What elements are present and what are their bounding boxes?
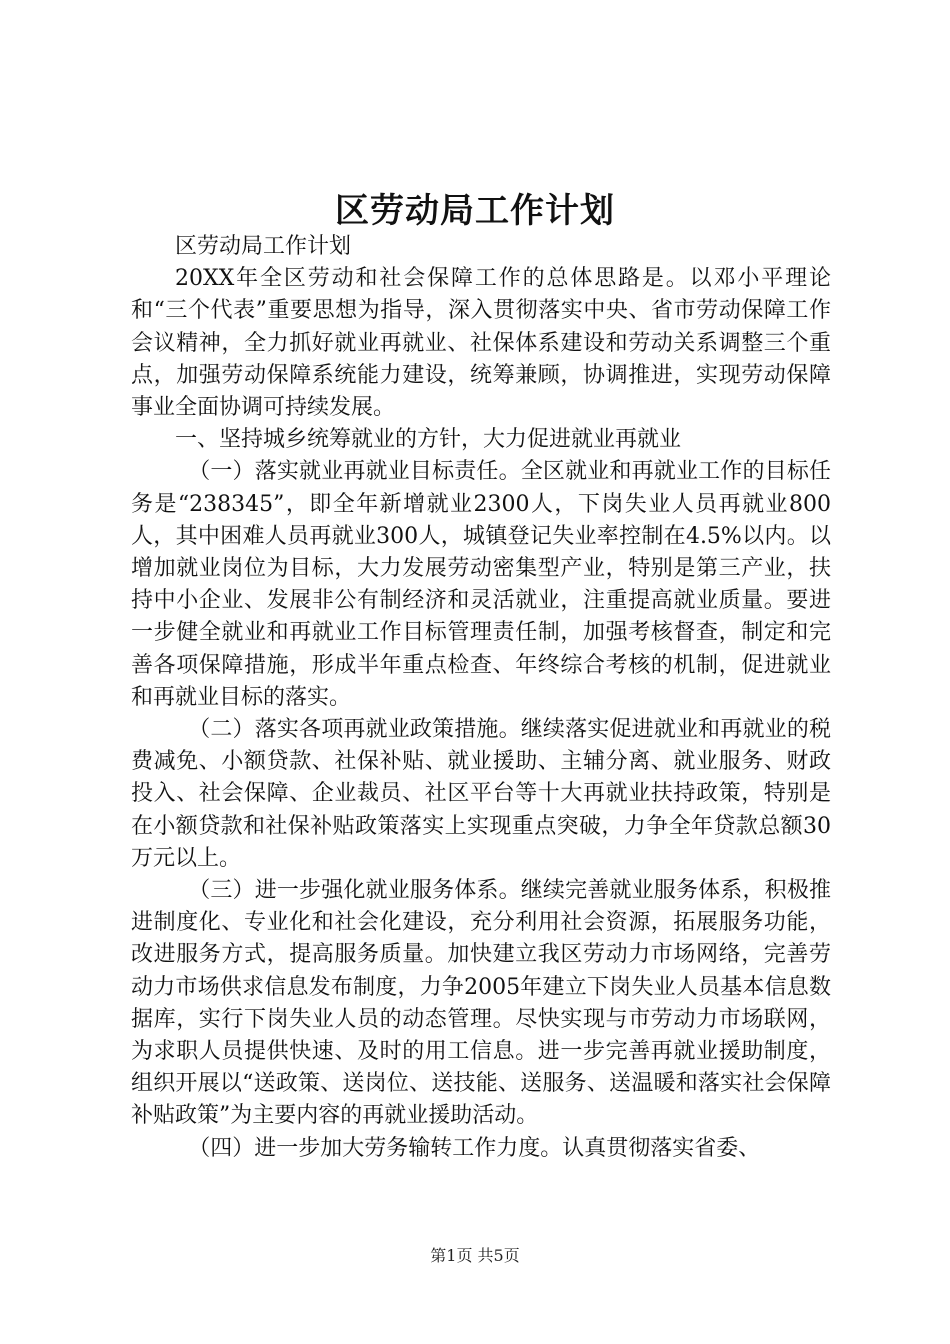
paragraph-item-3: （三）进一步强化就业服务体系。继续完善就业服务体系，积极推进制度化、专业化和社会化建设，充分利用社会资源，拓展服务功能，改进服务方式，提高服务质量。加快建立我区劳动力市场网络，完善劳动力市场供求信息发布制度，力争2005年建立下岗失业人员基本信息数据库，实行下岗失业人员的动态管理。尽快实现与市劳动力市场联网，为求职人员提供快速、及时的用工信息。进一步完善再就业援助制度，组织开展以“送政策、送岗位、送技能、送服务、送温暖和落实社会保障补贴政策”为主要内容的再就业援助活动。 — [131, 878, 831, 1129]
paragraph-subtitle: 区劳动局工作计划 — [175, 234, 352, 259]
document-title: 区劳动局工作计划 — [335, 191, 615, 231]
document-body — [131, 231, 831, 1165]
paragraph-item-2: （二）落实各项再就业政策措施。继续落实促进就业和再就业的税费减免、小额贷款、社保补贴、就业援助、主辅分离、就业服务、财政投入、社会保障、企业裁员、社区平台等十大再就业扶持政策，特别是在小额贷款和社保补贴政策落实上实现重点突破，力争全年贷款总额30万元以上。 — [131, 717, 831, 871]
page-number: 第1页 共5页 — [430, 1246, 520, 1265]
section-heading-1: 一、坚持城乡统筹就业的方针，大力促进就业再就业 — [175, 427, 682, 453]
paragraph-overview: 20XX年全区劳动和社会保障工作的总体思路是。以邓小平理论和“三个代表”重要思想为指导，深入贯彻落实中央、省市劳动保障工作会议精神，全力抓好就业再就业、社保体系建设和劳动关系调整三个重点，加强劳动保障系统能力建设，统筹兼顾，协调推进，实现劳动保障事业全面协调可持续发展。 — [131, 266, 831, 421]
paragraph-item-4: （四）进一步加大劳务输转工作力度。认真贯彻落实省委、 — [188, 1135, 761, 1161]
paragraph-item-1: （一）落实就业再就业目标责任。全区就业和再就业工作的目标任务是“238345”，即全年新增就业2300人，下岗失业人员再就业800人，其中困难人员再就业300人，城镇登记失业率控制在4.5%以内。以增加就业岗位为目标，大力发展劳动密集型产业，特别是第三产业，扶持中小企业、发展非公有制经济和灵活就业，注重提高就业质量。要进一步健全就业和再就业工作目标管理责任制，加强考核督查，制定和完善各项保障措施，形成半年重点检查、年终综合考核的机制，促进就业和再就业目标的落实。 — [131, 459, 831, 710]
